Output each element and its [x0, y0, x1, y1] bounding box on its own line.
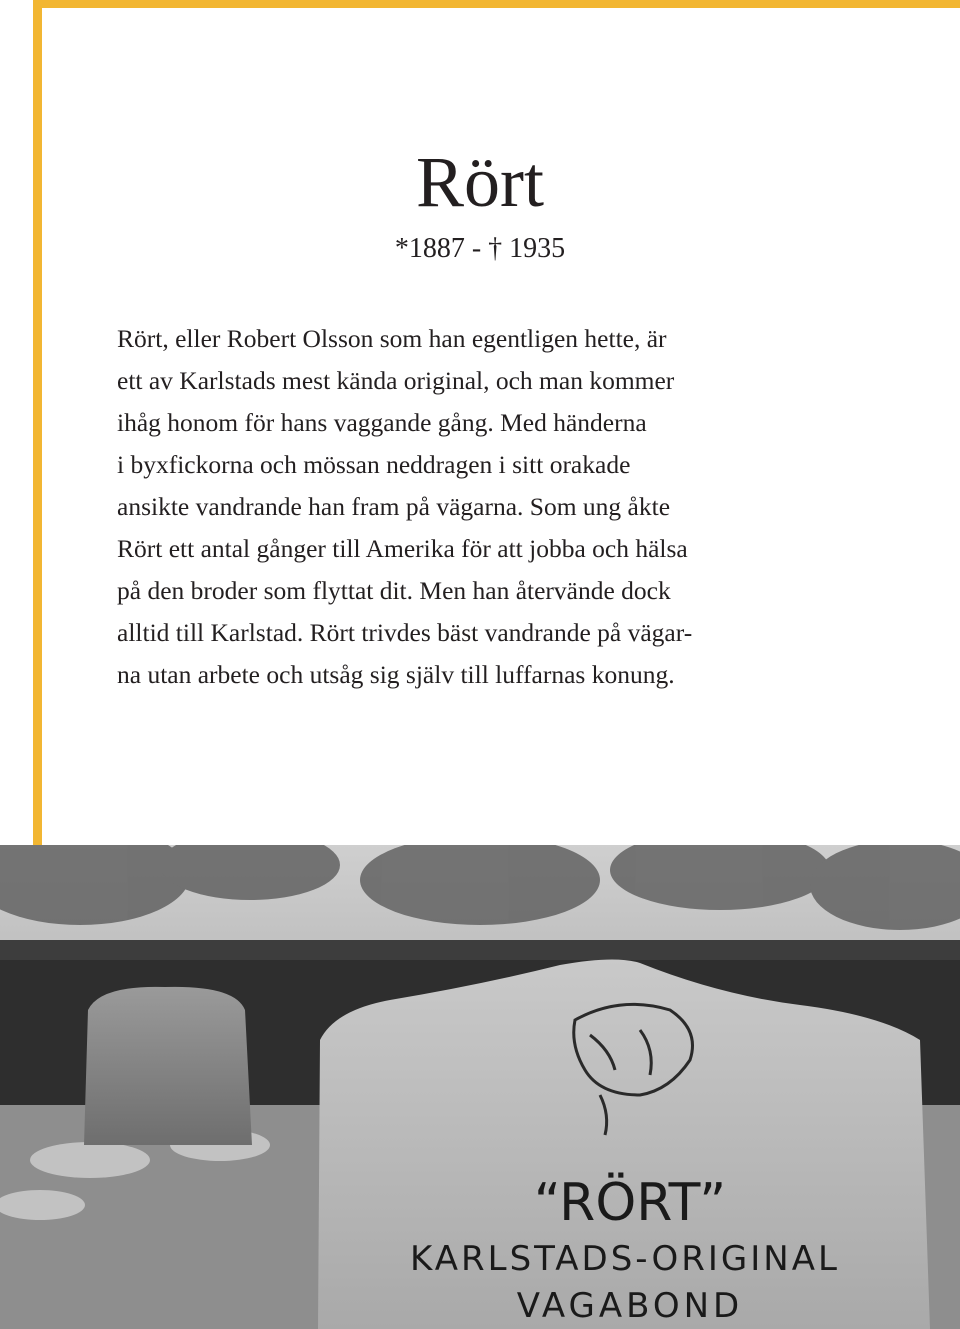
- accent-frame-left: [33, 0, 42, 845]
- gravestone-photo: [0, 845, 960, 1329]
- inscription-name: “RÖRT”: [533, 1173, 727, 1233]
- paragraph-line: i byxfickorna och mössan neddragen i sitt orakade: [117, 450, 631, 479]
- paragraph-line: Rört ett antal gånger till Amerika för att jobba och hälsa: [117, 534, 688, 563]
- paragraph-line: Rört, eller Robert Olsson som han egentligen hette, är: [117, 324, 667, 353]
- paragraph-line: ett av Karlstads mest kända original, och man kommer: [117, 366, 675, 395]
- inscription-title: KARLSTADS-ORIGINAL: [410, 1239, 840, 1279]
- page-title: Rört: [415, 142, 544, 222]
- inscription-subtitle: VAGABOND: [516, 1286, 744, 1326]
- paragraph-line: på den broder som flyttat dit. Men han återvände dock: [117, 576, 671, 605]
- biography-paragraph: [117, 318, 857, 696]
- paragraph-line: alltid till Karlstad. Rört trivdes bäst vandrande på vägar-: [117, 618, 693, 647]
- accent-frame-top: [33, 0, 960, 8]
- paragraph-line: na utan arbete och utsåg sig själv till luffarnas konung.: [117, 660, 675, 689]
- paragraph-line: ansikte vandrande han fram på vägarna. Som ung åkte: [117, 492, 671, 521]
- paragraph-line: ihåg honom för hans vaggande gång. Med händerna: [117, 408, 647, 437]
- life-dates: *1887 - † 1935: [394, 233, 566, 264]
